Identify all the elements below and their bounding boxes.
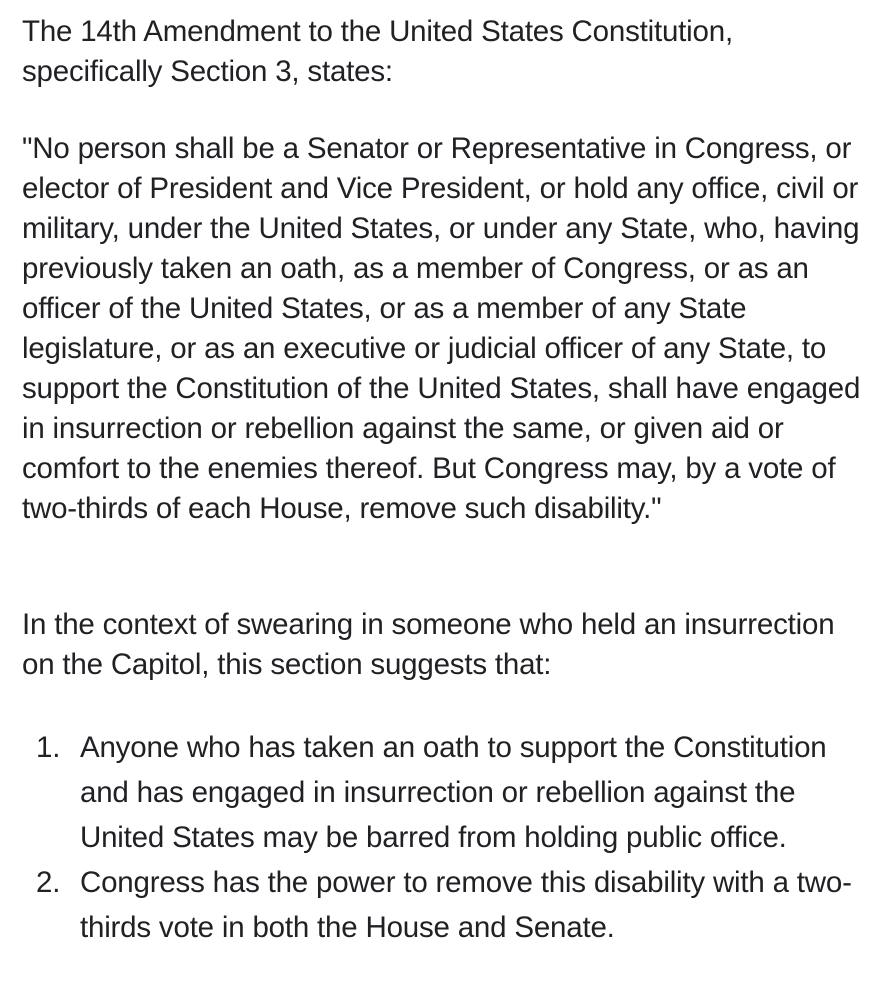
list-item-number: 2. (36, 866, 61, 899)
amendment-quote-paragraph: "No person shall be a Senator or Representative in Congress, or elector of President and Vice President, or hold any office, civil or military, under the United States, or under any State, who, having previously taken an oath, as a member of Congress, or as an officer of the United States, or as a member of any State legislature, or as an executive or judicial officer of any State, to support the Constitution of the United States, shall have engaged in insurrection or rebellion against the same, or given aid or comfort to the enemies thereof. But Congress may, by a vote of two-thirds of each House, remove such disability." (22, 132, 861, 525)
list-item (0, 860, 886, 950)
list-item-text: Congress has the power to remove this disability with a two-thirds vote in both the House and Senate. (80, 866, 852, 944)
list-item (0, 725, 886, 860)
context-paragraph: In the context of swearing in someone who held an insurrection on the Capitol, this section suggests that: (22, 608, 835, 681)
numbered-list (0, 725, 886, 950)
list-item-number: 1. (36, 731, 61, 764)
list-item-text: Anyone who has taken an oath to support the Constitution and has engaged in insurrection or rebellion against the United States may be barred from holding public office. (80, 731, 827, 854)
intro-paragraph: The 14th Amendment to the United States Constitution, specifically Section 3, states: (22, 15, 733, 88)
